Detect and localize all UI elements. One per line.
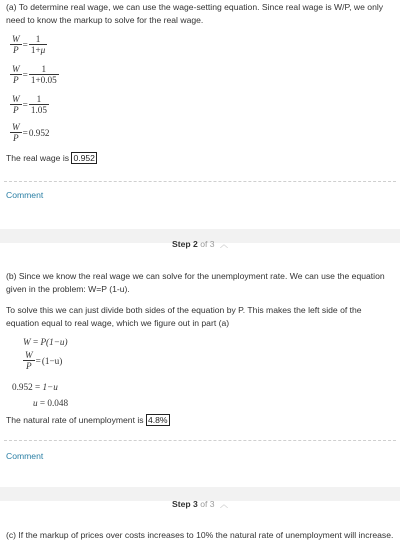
equation-wage-setting: $\frac{W}{P}$ = $\frac{1}{1+\mu}$ (12, 34, 46, 55)
real-wage-answer (6, 153, 97, 163)
equation-simplify: $\frac{W}{P}$ = $\frac{1}{1.05}$ (12, 94, 47, 115)
answer-value-box: 0.952 (73, 153, 95, 163)
equation-substitute-markup: $\frac{W}{P}$ = $\frac{1}{1+0.05}$ (12, 64, 57, 85)
step3-para1: (c) If the markup of prices over costs increases to 10% the natural rate of unemployment will increase. (6, 530, 394, 540)
equation-real-wage-result: $\frac{W}{P}$ =0.952 (12, 122, 50, 143)
divider (4, 181, 396, 182)
comment-link-step2[interactable]: Comment (6, 451, 44, 461)
divider (4, 440, 396, 441)
step2-header[interactable]: Step 2 of 3 ︿ (172, 239, 228, 249)
equation-divided: $\frac{W}{P}$ =(1−u) (25, 350, 63, 371)
answer-label: The real wage is (6, 153, 70, 163)
unemployment-answer (6, 415, 170, 425)
step2-para1: (b) Since we know the real wage we can solve for the unemployment rate. We can use the equation given in the problem: W=P (1-u). (6, 271, 385, 294)
equation-substituted: 0.952 = 1−u (12, 382, 58, 392)
equation-original: W = P(1−u) (23, 337, 68, 347)
chevron-up-icon[interactable]: ︿ (219, 240, 228, 249)
answer-value-box: 4.8% (147, 415, 168, 425)
step2-para2: To solve this we can just divide both sides of the equation by P. This makes the left side of the equation equal to real wage, which we figure out in part (a) (6, 305, 362, 328)
comment-link-step1[interactable]: Comment (6, 190, 44, 200)
step3-header[interactable]: Step 3 of 3 ︿ (172, 499, 228, 509)
step1-intro: (a) To determine real wage, we can use the wage-setting equation. Since real wage is W/P, we only need to know the markup to solve for the real wage. (6, 2, 384, 25)
answer-label: The natural rate of unemployment is (6, 415, 144, 425)
equation-unemployment-result: u = 0.048 (33, 398, 69, 408)
chevron-up-icon[interactable]: ︿ (219, 500, 228, 509)
